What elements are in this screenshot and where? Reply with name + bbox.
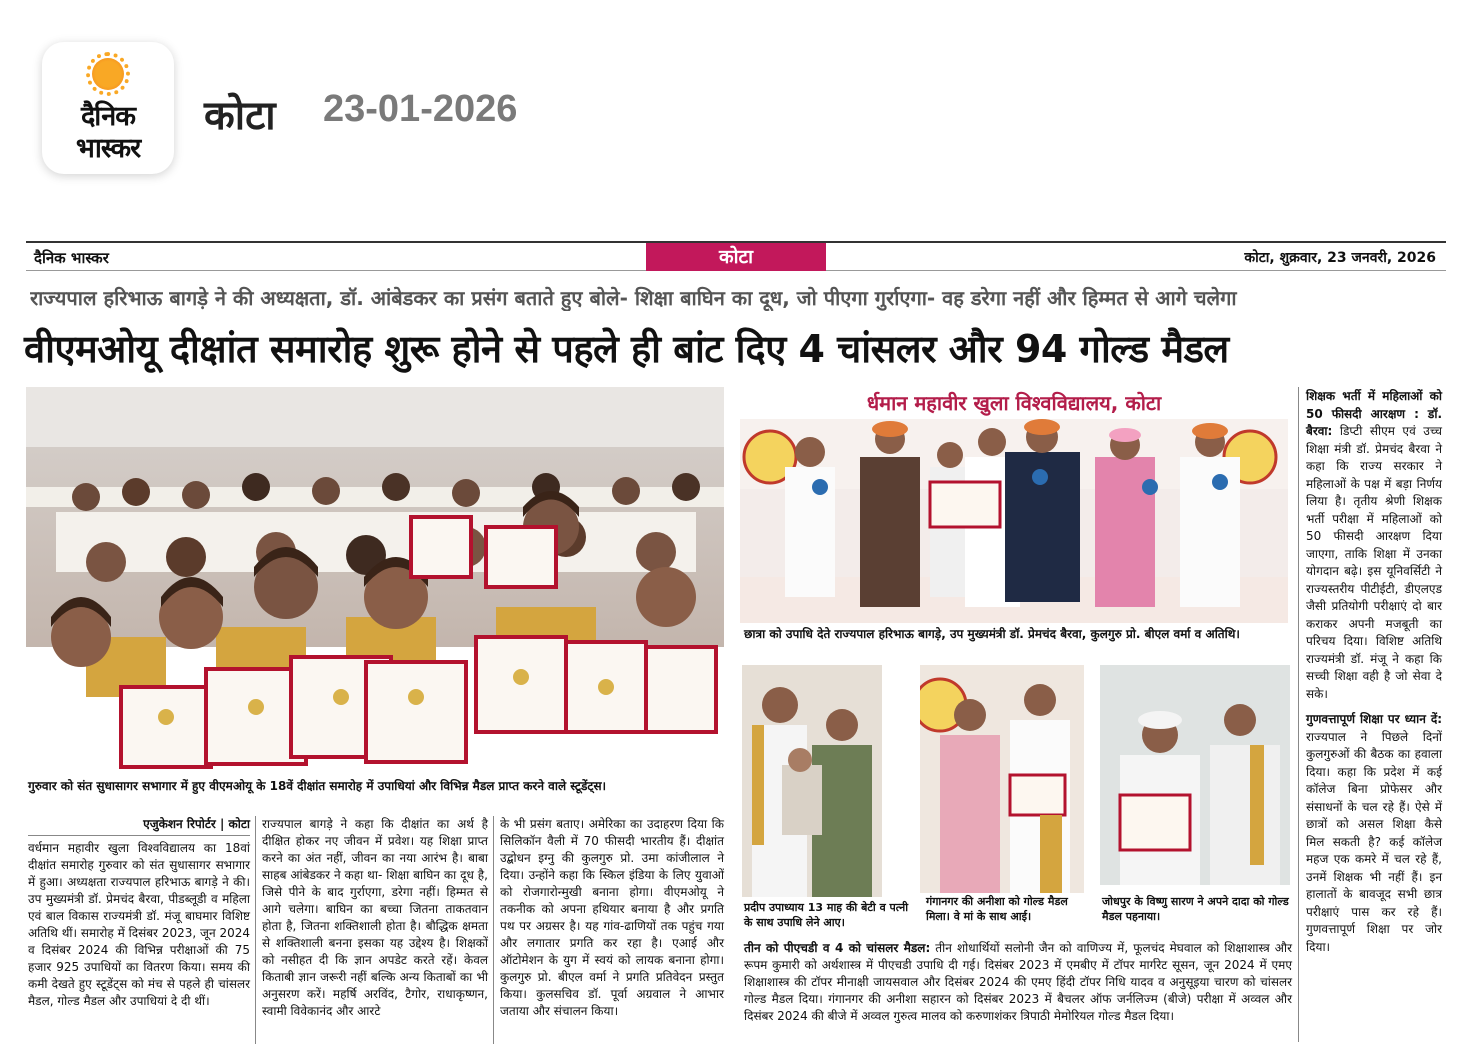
article-column-2: राज्यपाल बागड़े ने कहा कि दीक्षांत का अर्थ है दीक्षित होकर नए जीवन में प्रवेश। यह शिक्षा प्राप्त करने का अंत नहीं, जीवन का नया आरंभ है। बाबा साहब आंबेडकर ने कहा था- शिक्षा बाघिन का दूध है, जिसे पीने के बाद गुर्राएगा, डरेगा नहीं। हिम्मत से आगे चलेगा। बाघिन का बच्चा जितना ताकतवान होता है, जितना शक्तिशाली होता है। बौद्धिक क्षमता से शक्तिशाली बनना इसका यह उद्देश्य है। शिक्षकों को नसीहत दी कि ज्ञान अपडेट करते रहें। केवल किताबी ज्ञान जरूरी नहीं बल्कि अन्य किताबों का भी अनुसरण करें। महर्षि अरविंद, टैगोर, राधाकृष्णन, स्वामी विवेकानंद और आरटे — [262, 817, 488, 1018]
side-story2-text: राज्यपाल ने पिछले दिनों कुलगुरुओं की बैठक का हवाला दिया। कहा कि प्रदेश में कई कॉलेज बिना प्रोफेसर और संसाधनों के चल रहे हैं। ऐसे में छात्रों को असल शिक्षा कैसे मिल सकती है? कई कॉलेज महज एक कमरे में चल रहे हैं, उनमें शिक्षक भी नहीं हैं। इन हालातों के बावजूद सभी छात्र परीक्षाएं पास कर रहे हैं। गुणवत्तापूर्ण शिक्षा पर जोर दिया। — [1306, 729, 1442, 954]
side-story2-heading: गुणवत्तापूर्ण शिक्षा पर ध्यान दें: — [1306, 712, 1442, 726]
dainik-bhaskar-logo[interactable] — [42, 42, 174, 174]
article-column-1 — [28, 816, 250, 1010]
small-photo3-caption: जोधपुर के विष्णु सारण ने अपने दादा को गोल्ड मैडल पहनाया। — [1102, 895, 1289, 923]
stage-banner-text: र्धमान महावीर खुला विश्वविद्यालय, कोटा — [866, 391, 1162, 415]
sun-icon — [92, 58, 124, 90]
logo-text-line1: दैनिक — [80, 101, 136, 132]
column-divider — [493, 816, 494, 1044]
issue-date: कोटा, शुक्रवार, 23 जनवरी, 2026 — [1244, 250, 1436, 266]
paper-masthead-strip — [26, 241, 1446, 271]
phd-chancellor-box — [744, 940, 1292, 1025]
side-column — [1306, 388, 1442, 956]
small-photo1-caption: प्रदीप उपाध्याय 13 माह की बेटी व पत्नी के साथ उपाधि लेने आए। — [744, 901, 909, 929]
edition-date: 23-01-2026 — [323, 88, 518, 130]
column-1-text: वर्धमान महावीर खुला विश्वविद्यालय का 18वां दीक्षांत समारोह गुरुवार को संत सुधासागर सभागार में हुआ। अध्यक्षता राज्यपाल हरिभाऊ बागड़े ने की। उप मुख्यमंत्री डॉ. प्रेमचंद बैरवा, पीडब्लूडी व महिला एवं बाल विकास राज्यमंत्री डॉ. मंजू बाघमार विशिष्ट अतिथि थीं। समारोह में दिसंबर 2023, जून 2024 व दिसंबर 2024 की विभिन्न परीक्षाओं की 75 हजार 925 उपाधियों का वितरण किया। समय की कमी देखते हुए स्टूडेंट्स को मंच से पहले ही चांसलर मैडल, गोल्ड मैडल और उपाधियां दे दी थीं। — [28, 841, 250, 1008]
column-divider — [255, 816, 256, 1044]
small-photo2-caption: गंगानगर की अनीशा को गोल्ड मैडल मिला। वे मां के साथ आई। — [926, 895, 1068, 923]
side-story1-heading: शिक्षक भर्ती में महिलाओं को 50 फीसदी आरक्षण : डॉ. बैरवा: — [1306, 389, 1442, 438]
small-photo-family — [742, 665, 882, 897]
article-kicker: राज्यपाल हरिभाऊ बागड़े ने की अध्यक्षता, डॉ. आंबेडकर का प्रसंग बताते हुए बोले- शिक्षा बाघिन का दूध, जो पीएगा गुर्राएगा- वह डरेगा नहीं और हिम्मत से आगे चलेगा — [30, 286, 1237, 310]
paper-brand: दैनिक भास्कर — [34, 249, 109, 267]
article-byline: एजुकेशन रिपोर्टर | कोटा — [28, 816, 250, 836]
side-story-quality — [1306, 711, 1442, 956]
small-photo-anisha — [920, 665, 1084, 893]
main-photo-caption: गुरुवार को संत सुधासागर सभागार में हुए वीएमओयू के 18वें दीक्षांत समारोह में उपाधियां और विभिन्न मैडल प्राप्त करने वाले स्टूडेंट्स। — [28, 779, 607, 793]
phd-box-text: तीन शोधार्थियों सलोनी जैन को वाणिज्य में, फूलचंद मेघवाल को शिक्षाशास्त्र और रूपम कुमारी को अर्थशास्त्र में पीएचडी उपाधि दी गई। दिसंबर 2023 में एमबीए में टॉपर मार्गरेट सूसन, जून 2024 में एमए शिक्षाशास्त्र की टॉपर मीनाक्षी जायसवाल और दिसंबर 2024 की एमए हिंदी टॉपर निधि यादव व अनुसूइया चारण को चांसलर गोल्ड मैडल दिया। गंगानगर की अनीशा सहारन को दिसंबर 2023 में बैचलर ऑफ जर्नलिज्म (बीजे) परीक्षा में अव्वल और दिसंबर 2024 की बीजे में अव्वल गुरुत्व मालव को करुणाशंकर त्रिपाठी मेमोरियल गोल्ड मैडल दिया। — [744, 941, 1292, 1023]
logo-text-line2: भास्कर — [75, 133, 141, 164]
article-headline: वीएमओयू दीक्षांत समारोह शुरू होने से पहले ही बांट दिए 4 चांसलर और 94 गोल्ड मैडल — [24, 327, 1229, 371]
stage-photo-caption: छात्रा को उपाधि देते राज्यपाल हरिभाऊ बागड़े, उप मुख्यमंत्री डॉ. प्रेमचंद बैरवा, कुलगुरु प्रो. बीएल वर्मा व अतिथि। — [744, 627, 1240, 641]
edition-city: कोटा — [204, 93, 276, 139]
app-header — [0, 0, 1478, 220]
side-story1-text: डिप्टी सीएम एवं उच्च शिक्षा मंत्री डॉ. प्रेमचंद बैरवा ने कहा कि राज्य सरकार ने महिलाओं के पक्ष में बड़ा निर्णय लिया है। तृतीय श्रेणी शिक्षक भर्ती परीक्षा में महिलाओं को 50 फीसदी आरक्षण दिया जाएगा, ताकि शिक्षा में उनका योगदान बढ़े। इस यूनिवर्सिटी ने राज्यस्तरीय पीटीईटी, डीएलएड जैसी प्रतियोगी परीक्षाएं दो बार कराकर अपनी मजबूती का परिचय दिया। विशिष्ट अतिथि राज्यमंत्री डॉ. मंजू ने कहा कि सच्ची शिक्षा वही है जो सेवा दे सके। — [1306, 424, 1442, 701]
side-story-reservation — [1306, 388, 1442, 703]
main-photo-graduates — [26, 387, 724, 773]
stage-photo — [740, 387, 1288, 623]
side-divider — [1298, 387, 1299, 1042]
small-photo-vishnu — [1100, 665, 1290, 885]
phd-box-heading: तीन को पीएचडी व 4 को चांसलर मैडल: — [744, 941, 931, 955]
section-label: कोटा — [646, 243, 826, 271]
article-column-3: के भी प्रसंग बताए। अमेरिका का उदाहरण दिया कि सिलिकॉन वैली में 70 फीसदी भारतीय हैं। दीक्षांत उद्बोधन इग्नु की कुलगुरु प्रो. उमा कांजीलाल ने दिया। उन्होंने कहा कि स्किल इंडिया के लिए युवाओं को रोजगारोन्मुखी बनाना होगा। वीएमओयू ने तकनीक को अपना हथियार बनाया है और प्रगति पथ पर अग्रसर है। यह गांव-ढाणियों तक पहुंच गया और लगातार प्रगति कर रहा है। एआई और ऑटोमेशन के युग में स्वयं को लायक बनाना होगा। कुलगुरु प्रो. बीएल वर्मा ने प्रगति प्रतिवेदन प्रस्तुत किया। कुलसचिव डॉ. पूर्वा अग्रवाल ने आभार जताया और संचालन किया। — [500, 817, 724, 1018]
